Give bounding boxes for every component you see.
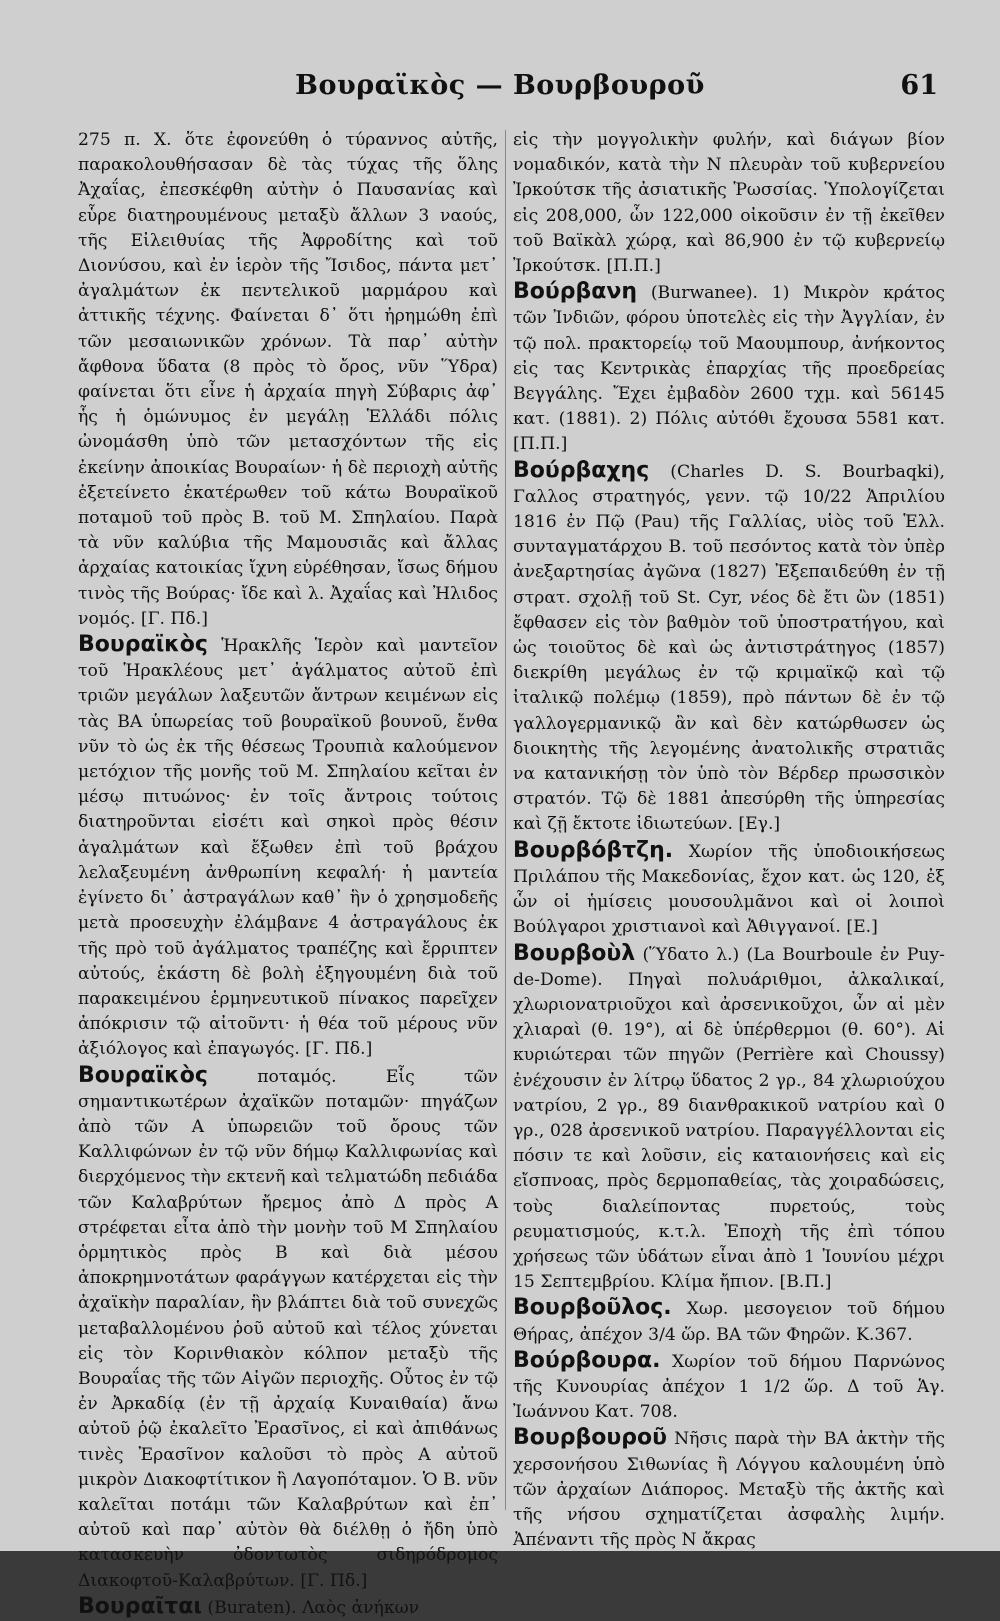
entry-headword: Βουρβοὺλ bbox=[513, 940, 636, 966]
entry bbox=[513, 1295, 945, 1347]
entry-text: (Ὕδατο λ.) (La Bourboule ἐν Puy-de-Dome). Πηγαὶ πολυάριθμοι, ἀλκαλικαί, χλωριονατριοῦχοι καὶ ἀρσενικοῦχοι, ὧν αἱ μὲν χλιαραὶ (θ. 19°), αἱ δὲ ὑπέρθερμοι (θ. 60°). Αἱ κυριώτεραι τῶν πηγῶν (Perrière καὶ Choussy) ἐνέχουσιν ἐν λίτρῳ ὕδατος 2 γρ., 84 χλωριούχου νατρίου, 2 γρ., 89 διανθρακικοῦ νατρίου καὶ 0 γρ., 028 ἀρσενικοῦ νατρίου. Παραγγέλλονται εἰς πόσιν τε καὶ λοῦσιν, εἰς καταιονήσεις καὶ εἰς εἴσπνοας, πρὸς δερμοπαθείας, τὰς χοιραδώσεις, τοὺς διαλείποντας πυρετούς, τοὺς ρευματισμούς, κ.τ.λ. Ἐποχὴ τῆς ἐπὶ τόπου χρήσεως τῶν ὑδάτων εἶναι ἀπὸ 1 Ἰουνίου μέχρι 15 Σεπτεμβρίου. Κλίμα ἤπιον. [Β.Π.] bbox=[513, 944, 945, 1293]
entry bbox=[513, 279, 945, 457]
entry-text: εἰς τὴν μογγολικὴν φυλήν, καὶ διάγων βίον νομαδικόν, κατὰ τὴν Ν πλευρὰν τοῦ κυβερνείου Ἰρκούτσκ τῆς ἀσιατικῆς Ῥωσσίας. Ὑπολογίζεται εἰς 208,000, ὧν 122,000 οἰκοῦσιν ἐν τῇ ἐκεῖθεν τοῦ Βαϊκὰλ χώρᾳ, καὶ 86,900 ἐν τῷ κυβερνείῳ Ἰρκούτσκ. [Π.Π.] bbox=[513, 130, 945, 277]
entry bbox=[78, 632, 498, 1062]
entry-text: (Charles D. S. Bourbaqki), Γαλλος στρατηγός, γενν. τῷ 10/22 Ἀπριλίου 1816 ἐν Πῷ (Pau) τῆς Γαλλίας, υἱὸς τοῦ Ἑλλ. συνταγματάρχου Β. τοῦ πεσόντος κατὰ τὸν ὑπὲρ ἀνεξαρτησίας ἀγῶνα (1827) Ἐξεπαιδεύθη ἐν τῇ στρατ. σχολῇ τοῦ St. Cyr, νέος δὲ ἔτι ὢν (1851) ἔφθασεν εἰς τὸν βαθμὸν τοῦ ὑποστρατήγου, καὶ ὡς τοιοῦτος δὲ καὶ ὡς ἀντιστράτηγος (1857) διεκρίθη μεγάλως ἐν τῷ κριμαϊκῷ καὶ τῷ ἰταλικῷ πολέμῳ (1859), πρὸ πάντων δὲ ἐν τῷ γαλλογερμανικῷ ἂν καὶ δὲν κατώρθωσεν ὡς διοικητὴς τῆς λεγομένης ἀνατολικῆς στρατιᾶς να κατανικήσῃ τὸν ὑπὸ τὸν Βέρδερ πρωσσικὸν στρατόν. Τῷ δὲ 1881 ἀπεσύρθη τῆς ὑπηρεσίας καὶ ζῇ ἔκτοτε ἰδιωτεύων. [Εγ.] bbox=[513, 461, 946, 835]
entry-headword: Βούρβουρα. bbox=[513, 1347, 661, 1373]
entry-text: ποταμός. Εἷς τῶν σημαντικωτέρων ἀχαϊκῶν ποταμῶν· πηγάζων ἀπὸ τῶν Α ὑπωρειῶν τοῦ ὄρους τῶν Καλλιφώνων ἐν τῷ νῦν δήμῳ Καλλιφωνίας καὶ διερχόμενος τὴν εκτενῆ καὶ τελματώδη πεδιάδα τῶν Καλαβρύτων ἤρεμος ἀπὸ Δ πρὸς Α στρέφεται εἶτα ἀπὸ τὴν μονὴν τοῦ Μ Σπηλαίου ὁρμητικὸς πρὸς Β καὶ διὰ μέσου ἀποκρημνοτάτων φαράγγων κατέρχεται εἰς τὴν ἀχαϊκὴν παραλίαν, ἣν βλάπτει διὰ τοῦ συνεχῶς μεταβαλλομένου ῥοῦ αὐτοῦ καὶ τέλος χύνεται εἰς τὸν Κορινθιακὸν κόλπον μεταξὺ τῆς Βουραΐας τῆς τῶν Αἰγῶν περιοχῆς. Οὗτος ἐν τῷ ἐν Ἀρκαδίᾳ (ἐν τῇ ἀρχαίᾳ Κυναιθαία) ἄνω αὐτοῦ ῥῷ ἐκαλεῖτο Ἐρασῖνος, εἰ καὶ ἀπιθάνως τινὲς Ἐρασῖνον καλοῦσι τὸ πρὸς Α αὐτοῦ μικρὸν Διακοφτίτικον ἢ Λαγοπόταμον. Ὁ Β. νῦν καλεῖται ποτάμι τῶν Καλαβρύτων καὶ ἐπ᾽ αὐτοῦ καὶ παρ᾽ αὐτὸν θὰ διέλθῃ ὁ ἤδη ὑπὸ κατασκευὴν ὀδοντωτὸς σιδηρόδρομος Διακοφτοῦ-Καλαβρύτων. [Γ. Πδ.] bbox=[78, 1066, 498, 1591]
entry bbox=[513, 941, 945, 1296]
entry-text: 275 π. Χ. ὅτε ἐφονεύθη ὁ τύραννος αὐτῆς, παρακολουθήσασαν δὲ τὰς τύχας τῆς ὅλης Ἀχαΐας, ἐπεσκέφθη αὐτὴν ὁ Παυσανίας καὶ εὗρε διατηρουμένους μεταξὺ ἄλλων 3 ναούς, τῆς Εἰλειθυίας τῆς Ἀφροδίτης καὶ τοῦ Διονύσου, καὶ ἐν ἱερὸν τῆς Ἴσιδος, πάντα μετ᾽ ἀγαλμάτων ἐκ πεντελικοῦ μαρμάρου καὶ ἀττικῆς τέχνης. Φαίνεται δ᾽ ὅτι ἠρημώθη ἐπὶ τῶν μεσαιωνικῶν χρόνων. Τὰ παρ᾽ αὐτὴν ἄφθονα ὕδατα (8 πρὸς τὸ ὄρος, νῦν Ὕδρα) φαίνεται ὅτι εἶνε ἡ ἀρχαία πηγὴ Σύβαρις ἀφ᾽ ἧς ἡ ὁμώνυμος ἐν μεγάλῃ Ἑλλάδι πόλις ὠνομάσθη ὑπὸ τῶν μετασχόντων τῆς εἰς ἐκείνην ἀποικίας Βουραίων· ἡ δὲ περιοχὴ αὐτῆς ἐξετείνετο ἑκατέρωθεν τοῦ κάτω Βουραϊκοῦ ποταμοῦ τοῦ πρὸς Β. τοῦ Μ. Σπηλαίου. Παρὰ τὰ νῦν καλύβια τῆς Μαμουσιᾶς καὶ ἄλλας ἀρχαίας κατοικίας ἴχνη εὑρέθησαν, ἴσως δήμου τινὸς τῆς Βούρας· ἴδε καὶ λ. Ἀχαΐας καὶ Ἠλιδος νομός. [Γ. Πδ.] bbox=[78, 130, 498, 629]
entry bbox=[513, 458, 945, 838]
entry-headword: Βουραϊκὸς bbox=[78, 632, 208, 658]
entry-headword: Βουραϊκὸς bbox=[78, 1062, 208, 1088]
column-divider bbox=[505, 130, 506, 1510]
page-number: 61 bbox=[900, 70, 938, 101]
page-header bbox=[0, 70, 1000, 110]
entry-text: (Buraten). Λαὸς ἀνήκων bbox=[207, 1597, 420, 1618]
entry-continuation bbox=[78, 128, 498, 632]
running-head: Βουραϊκὸς — Βουρβουροῦ bbox=[295, 70, 705, 101]
entry-text: Χωρίον τοῦ δήμου Παρνώνος τῆς Κυνουρίας ἀπέχον 1 1/2 ὥρ. Δ τοῦ Ἁγ. Ἰωάννου Κατ. 708. bbox=[513, 1351, 945, 1423]
entry-headword: Βουρβουροῦ bbox=[513, 1425, 667, 1451]
entry bbox=[513, 1425, 945, 1553]
entry-headword: Βουρβοῦλος. bbox=[513, 1295, 672, 1321]
entry-headword: Βουρβόβτζη. bbox=[513, 837, 674, 863]
entry bbox=[513, 838, 945, 941]
entry-text: Νῆσις παρὰ τὴν ΒΑ ἀκτὴν τῆς χερσονήσου Σιθωνίας ἢ Λόγγου καλουμένη ὑπὸ τῶν ἀρχαίων Διάπορος. Μεταξὺ τῆς ἀκτῆς καὶ τῆς νήσου σχηματίζεται ἀσφαλὴς λιμήν. Ἀπέναντι τῆς πρὸς Ν ἄκρας bbox=[513, 1429, 946, 1551]
entry bbox=[78, 1594, 498, 1621]
left-column bbox=[78, 128, 498, 1621]
entry-continuation bbox=[513, 128, 945, 279]
entry-text: Χωρ. μεσογειον τοῦ δήμου Θήρας, ἀπέχον 3/4 ὥρ. ΒΑ τῶν Φηρῶν. Κ.367. bbox=[513, 1299, 945, 1345]
entry bbox=[513, 1348, 945, 1426]
entry bbox=[78, 1063, 498, 1594]
entry-headword: Βούρβανη bbox=[513, 279, 637, 305]
entry-text: (Burwanee). 1) Μικρὸν κράτος τῶν Ἰνδιῶν, φόρου ὑποτελὲς εἰς τὴν Ἀγγλίαν, ἐν τῷ πολ. πρακτορείῳ τοῦ Μαουμπουρ, ἀνήκοντος εἰς τας Κεντρικὰς ἐπαρχίας τῆς προεδρείας Βεγγάλης. Ἔχει ἐμβαδὸν 2600 τχμ. καὶ 56145 κατ. (1881). 2) Πόλις αὐτόθι ἔχουσα 5581 κατ. [Π.Π.] bbox=[513, 283, 946, 455]
right-column bbox=[513, 128, 945, 1553]
entry-text: Χωρίον τῆς ὑποδιοικήσεως Πριλάπου τῆς Μακεδονίας, ἔχον κατ. ὡς 120, ἐξ ὧν οἱ ἡμίσεις μουσουλμᾶνοι καὶ οἱ λοιποὶ Βούλγαροι χριστιανοὶ καὶ Ἀθιγγανοί. [Ε.] bbox=[513, 841, 945, 938]
entry-headword: Βούρβαχης bbox=[513, 457, 650, 483]
entry-headword: Βουραῖται bbox=[78, 1593, 202, 1619]
entry-text: Ἡρακλῆς Ἱερὸν καὶ μαντεῖον τοῦ Ἡρακλέους μετ᾽ ἀγάλματος αὐτοῦ ἐπὶ τριῶν μεγάλων λαξευτῶν ἄντρων κειμένων εἰς τὰς ΒΑ ὑπωρείας τοῦ βουραϊκοῦ βουνοῦ, ἔνθα νῦν τὸ ὡς ἐκ τῆς θέσεως Τρουπιὰ καλούμενον μετόχιον τῆς μονῆς τοῦ Μ. Σπηλαίου κεῖται ἐν μέσῳ πιτυώνος· ἐν τοῖς ἄντροις τούτοις διατηροῦνται εἰσέτι καὶ σηκοὶ πρὸς θέσιν ἀγαλμάτων καὶ ἔξωθεν ἐπὶ τοῦ βράχου λελαξευμένη ἀνθρωπίνη κεφαλή· ἡ μαντεία ἐγίνετο δι᾽ ἀστραγάλων καθ᾽ ἣν ὁ χρησμοδεῆς μετὰ προσευχὴν ἐλάμβανε 4 ἀστραγάλους ἐκ τῆς πρὸ τοῦ ἀγάλματος τραπέζης καὶ ἔρριπτεν αὐτούς, ἑκάστη δὲ βολὴ ἐξηγουμένη διὰ τοῦ παρακειμένου ἑρμηνευτικοῦ πίνακος παρεῖχεν ἀπόκρισιν τῷ αἰτοῦντι· ἡ θέα τοῦ μέρους νῦν ἀξιόλογος καὶ ἐπαγωγός. [Γ. Πδ.] bbox=[78, 636, 498, 1060]
